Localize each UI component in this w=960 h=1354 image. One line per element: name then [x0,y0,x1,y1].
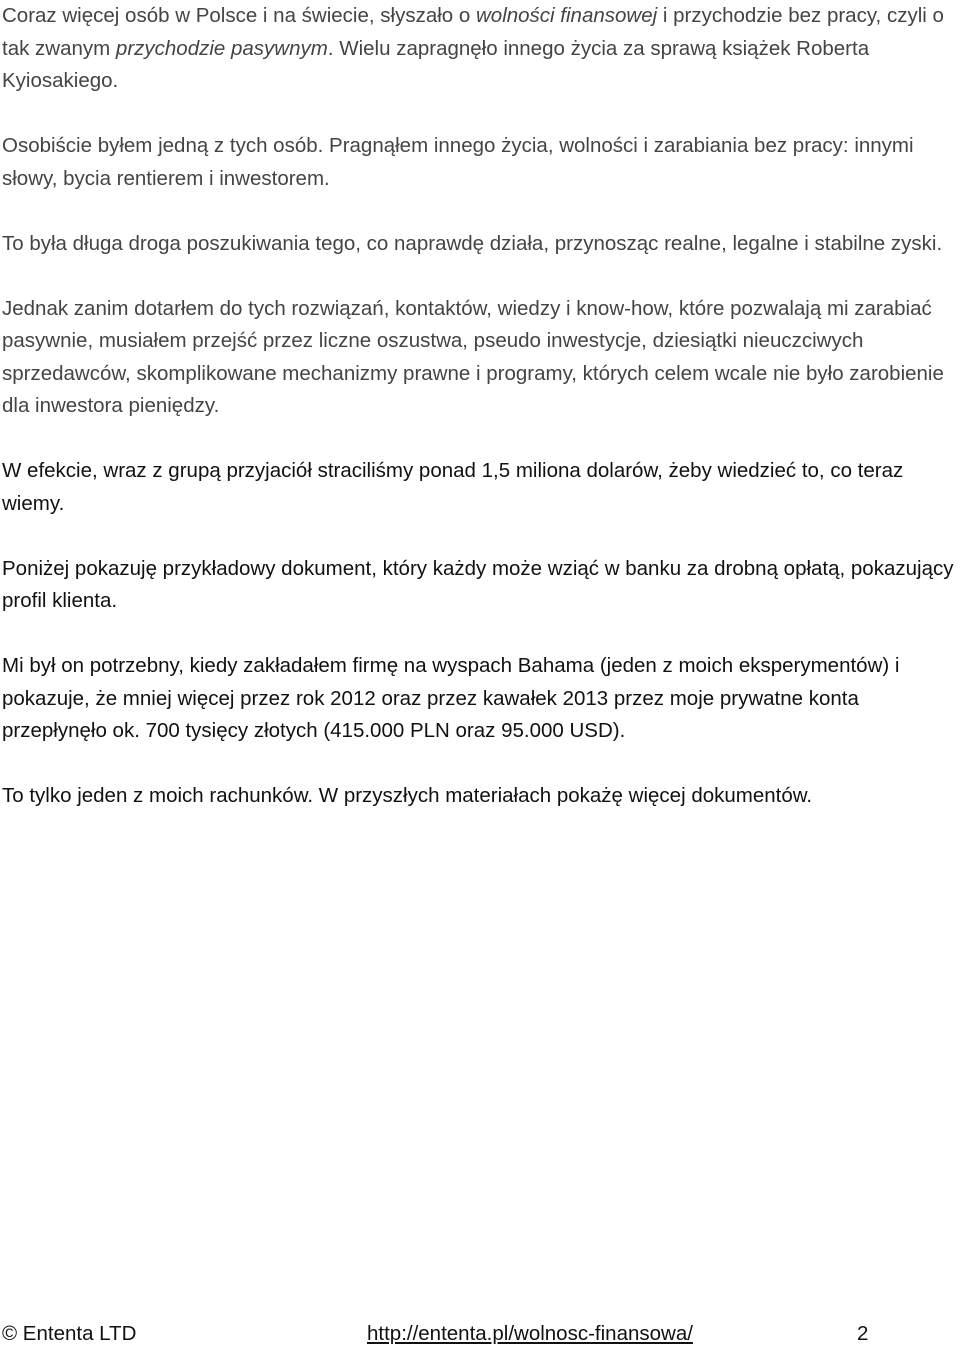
paragraph [2,0,958,98]
paragraph-text: To była długa droga poszukiwania tego, co naprawdę działa, przynosząc realne, legalne i stabilne zyski. [2,231,943,255]
paragraph-text: Osobiście byłem jedną z tych osób. Pragnąłem innego życia, wolności i zarabiania bez pracy: innymi słowy, bycia rentierem i inwestorem. [2,134,914,190]
paragraph-text: Coraz więcej osób w Polsce i na świecie, słyszało o [2,4,476,27]
emphasized-text: przychodzie pasywnym [115,36,328,60]
paragraph-text: Mi był on potrzebny, kiedy zakładałem firmę na wyspach Bahama (jeden z moich eksperymentów) i pokazuje, że mniej więcej przez rok 2012 oraz przez kawałek 2013 przez moje prywatne konta przepłynęło ok. 700 tysięcy złotych (415.000 PLN oraz 95.000 USD). [2,654,900,742]
paragraph [2,228,958,261]
paragraph [2,455,958,520]
paragraph-text: Jednak zanim dotarłem do tych rozwiązań, kontaktów, wiedzy i know-how, które pozwalają mi zarabiać pasywnie, musiałem przejść przez liczne oszustwa, pseudo inwestycje, dziesiątki nieuczciwych sprzedawców, skomplikowane mechanizmy prawne i programy, których celem wcale nie było zarobienie dla inwestora pieniędzy. [2,296,944,417]
page-footer [2,1318,958,1354]
paragraph-text: . Wielu zapragnęło innego życia za sprawą książek Roberta Kyiosakiego. [2,36,870,92]
paragraph-text: Poniżej pokazuję przykładowy dokument, który każdy może wziąć w banku za drobną opłatą, pokazujący profil klienta. [2,556,954,612]
paragraph-text: To tylko jeden z moich rachunków. W przyszłych materiałach pokażę więcej dokumentów. [2,784,813,807]
paragraph-text: W efekcie, wraz z grupą przyjaciół straciliśmy ponad 1,5 miliona dolarów, żeby wiedzieć to, co teraz wiemy. [2,459,904,515]
paragraph [2,130,958,195]
paragraph-text: i przychodzie bez pracy, czyli o tak zwanym [2,4,944,60]
paragraph [2,780,958,813]
paragraph [2,293,958,423]
footer-link[interactable]: http://ententa.pl/wolnosc-finansowa/ [367,1322,693,1345]
footer-copyright: © Ententa LTD [2,1322,137,1345]
paragraph [2,553,958,618]
page-number: 2 [857,1322,869,1345]
document-body [2,0,958,845]
paragraph [2,650,958,748]
emphasized-text: wolności finansowej [475,4,658,27]
